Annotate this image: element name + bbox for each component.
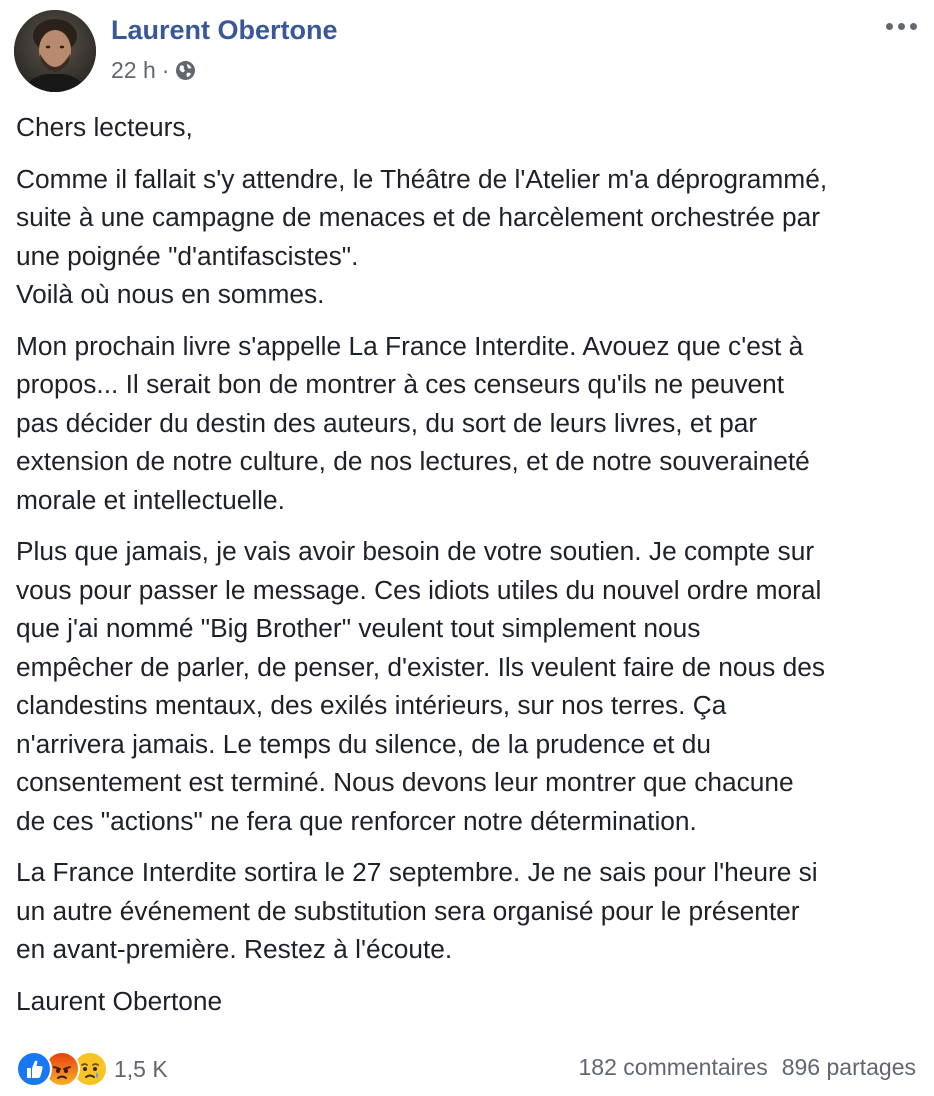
post-paragraph: Plus que jamais, je vais avoir besoin de votre soutien. Je compte sur vous pour passer le message. Ces idiots utiles du nouvel ordre moral que j'ai nommé "Big Brother" veulent tout simplement nous empêcher de parler, de penser, d'exister. Ils veulent faire de nous des clandestins mentaux, des exilés intérieurs, sur nos terres. Ça n'arrivera jamais. Le temps du silence, de la prudence et du consentement est terminé. Nous devons leur montrer que chacune de ces "actions" ne fera que renforcer notre détermination.	[16, 536, 826, 836]
more-options-icon[interactable]	[884, 14, 920, 38]
post-header	[14, 10, 920, 92]
post-signature: Laurent Obertone	[16, 985, 223, 1016]
post-paragraph: Comme il fallait s'y attendre, le Théâtre de l'Atelier m'a déprogrammé, suite à une campagne de menaces et de harcèlement orchestrée par une poignée "d'antifascistes". Voilà où nous en sommes.	[16, 163, 828, 309]
shares-count-link[interactable]: 896 partages	[781, 1054, 916, 1080]
comments-count-link[interactable]: 182 commentaires	[578, 1054, 768, 1080]
meta-separator: ·	[161, 57, 170, 83]
post-timestamp[interactable]: 22 h	[111, 57, 156, 83]
post-body	[16, 108, 921, 1033]
reactions-summary[interactable]	[16, 1050, 168, 1088]
author-name-link[interactable]: Laurent Obertone	[111, 15, 338, 45]
like-reaction-icon	[16, 1051, 52, 1087]
post-stats	[579, 1054, 916, 1081]
post-paragraph: La France Interdite sortira le 27 septembre. Je ne sais pour l'heure si un autre événement de substitution sera organisé pour le présenter en avant-première. Restez à l'écoute.	[16, 857, 818, 964]
post-paragraph: Mon prochain livre s'appelle La France Interdite. Avouez que c'est à propos... Il serait bon de montrer à ces censeurs qu'ils ne peuvent pas décider du destin des auteurs, du sort de leurs livres, et par extension de notre culture, de nos lectures, et de notre souveraineté morale et intellectuelle.	[16, 330, 810, 515]
post-footer	[16, 1050, 916, 1090]
reaction-count: 1,5 K	[114, 1055, 168, 1082]
post-meta	[111, 57, 196, 84]
author-avatar[interactable]	[14, 10, 96, 92]
globe-icon	[175, 60, 196, 81]
post-paragraph: Chers lecteurs,	[16, 112, 193, 142]
